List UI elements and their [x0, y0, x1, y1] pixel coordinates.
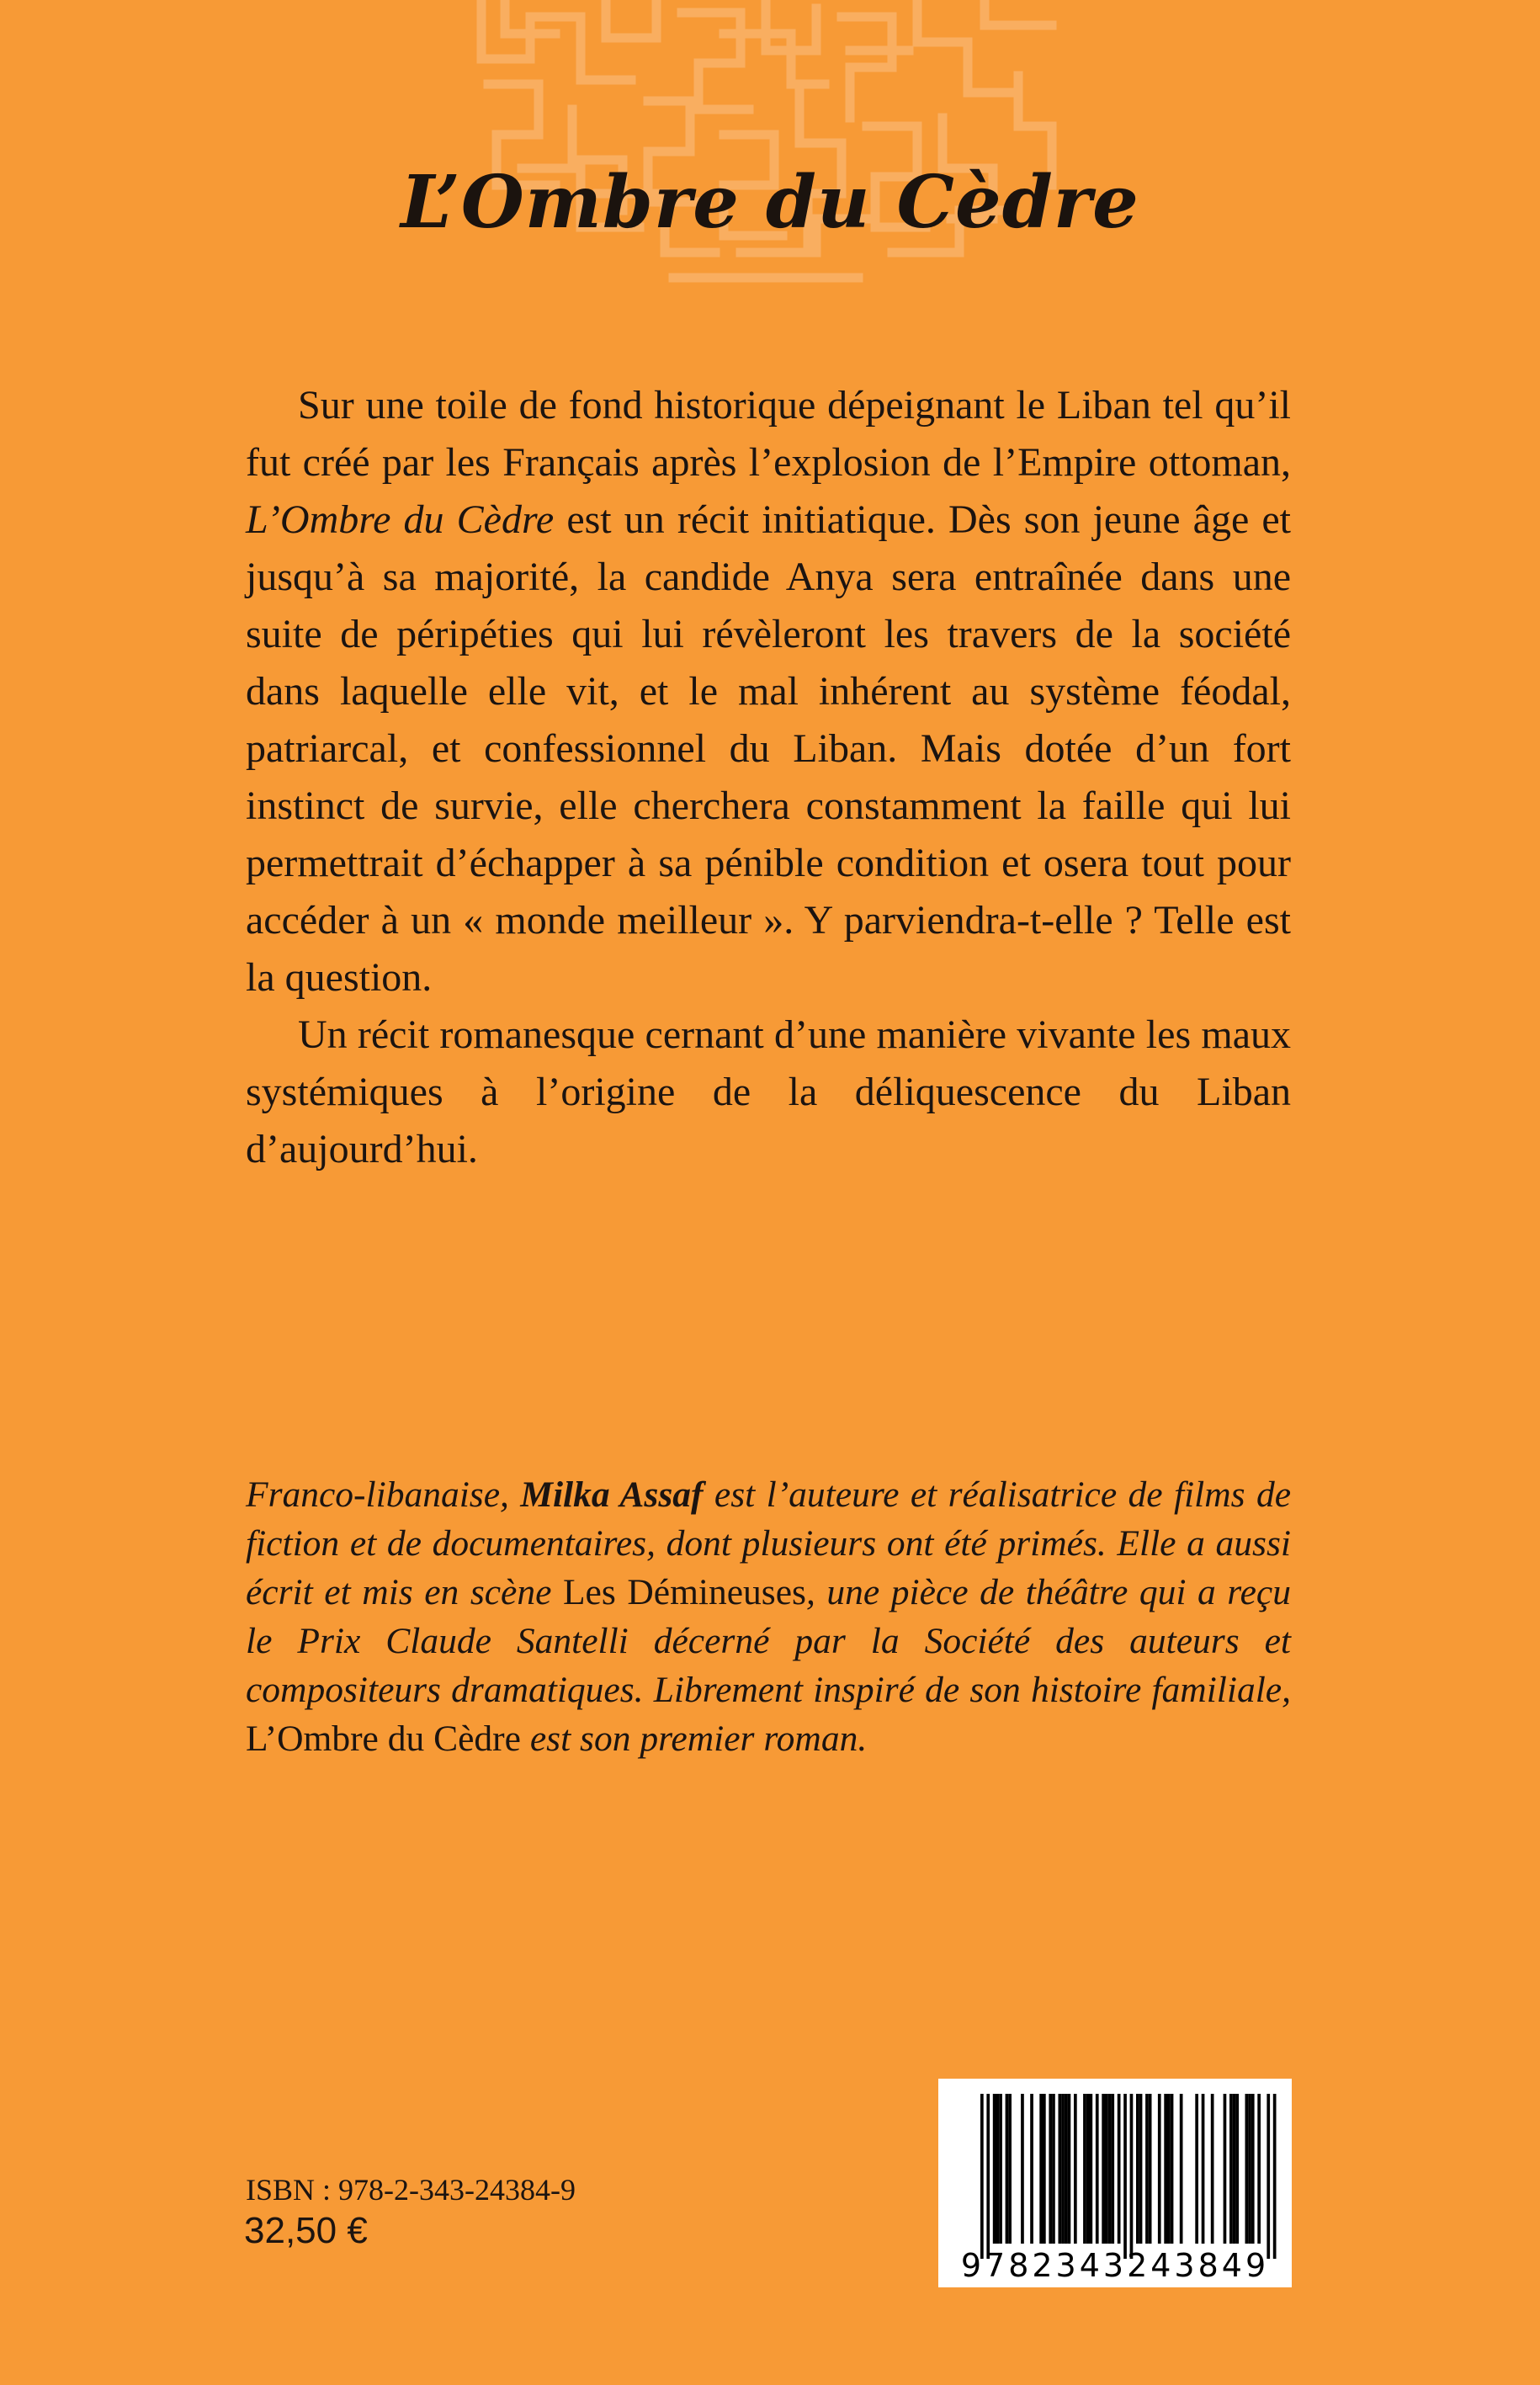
barcode-bar: [1052, 2094, 1055, 2244]
barcode-bar: [1102, 2094, 1105, 2244]
barcode-bar: [1108, 2094, 1112, 2244]
barcode-bar: [1171, 2094, 1174, 2244]
barcode-bar: [1061, 2094, 1065, 2244]
barcode-bar: [993, 2094, 996, 2244]
barcode-number: 9782343243849: [960, 2247, 1270, 2284]
barcode-bar: [1245, 2094, 1249, 2244]
author-name: Milka Assaf: [520, 1474, 704, 1515]
barcode-bar: [1059, 2094, 1062, 2244]
barcode-bar: [1257, 2094, 1261, 2244]
barcode-bar: [1233, 2094, 1236, 2244]
barcode-bar: [1211, 2094, 1214, 2244]
barcode-bar: [1149, 2094, 1152, 2244]
barcode-bar: [980, 2094, 984, 2259]
barcode-bar: [1096, 2094, 1099, 2244]
barcode-bar: [986, 2094, 990, 2259]
barcode-bar: [1083, 2094, 1086, 2244]
barcode-bar: [1021, 2094, 1024, 2244]
barcode-bar: [1251, 2094, 1255, 2244]
barcode-bar: [1235, 2094, 1239, 2244]
barcode-bar: [1074, 2094, 1077, 2244]
author-bio: Franco-libanaise, Milka Assaf est l’auteure et réalisatrice de films de fiction et de documentaires, dont plusieurs ont été primés. Elle a aussi écrit et mis en scène Les Démineuses, une pièce de théâtre qui a reçu le Prix Claude Santelli décerné par la Société des auteurs et compositeurs dramatiques. Librement inspiré de son histoire familiale, L’Ombre du Cèdre est son premier roman.: [246, 1474, 1291, 1759]
barcode-bar: [1008, 2094, 1012, 2244]
barcode-bar: [1136, 2094, 1139, 2244]
barcode-bar: [1043, 2094, 1046, 2244]
blurb-title-italic: L’Ombre du Cèdre: [246, 497, 555, 542]
barcode-bar: [999, 2094, 1002, 2244]
book-title: L’Ombre du Cèdre: [401, 160, 1139, 245]
back-cover-blurb: [246, 377, 1291, 1178]
barcode-bar: [1123, 2094, 1127, 2259]
barcode-bar: [1068, 2094, 1071, 2244]
barcode-bar: [1139, 2094, 1143, 2244]
barcode-bar: [1039, 2094, 1043, 2244]
barcode-bar: [1273, 2094, 1277, 2259]
barcode-bar: [1065, 2094, 1068, 2244]
work-title-2: L’Ombre du Cèdre: [246, 1718, 521, 1759]
work-title-1: Les Démineuses: [562, 1572, 806, 1612]
blurb-paragraph-1: Sur une toile de fond historique dépeignant le Liban tel qu’il fut créé par les Français après l’explosion de l’Empire ottoman, L’Ombre du Cèdre est un récit initiatique. Dès son jeune âge et jusqu’à sa majorité, la candide Anya sera entraînée dans une suite de péripéties qui lui révèleront les travers de la société dans laquelle elle vit, et le mal inhérent au système féodal, patriarcal, et confessionnel du Liban. Mais dotée d’un fort instinct de survie, elle cherchera constamment la faille qui lui permettrait d’échapper à sa pénible condition et osera tout pour accéder à un « monde meilleur ». Y parviendra-t-elle ? Telle est la question.: [246, 383, 1292, 1000]
barcode-bar: [1111, 2094, 1114, 2244]
barcode-bar: [1248, 2094, 1251, 2244]
barcode-bar: [1195, 2094, 1198, 2244]
barcode-bar: [1130, 2094, 1134, 2259]
barcode-bar: [1030, 2094, 1033, 2244]
barcode-bar: [1090, 2094, 1093, 2244]
price-label: 32,50 €: [244, 2210, 368, 2251]
barcode-bar: [996, 2094, 1000, 2244]
barcode-bar: [1086, 2094, 1090, 2244]
barcode-bar: [1202, 2094, 1205, 2244]
barcode-bar: [1267, 2094, 1270, 2259]
barcode-graphic: [938, 2079, 1292, 2287]
barcode: [938, 2079, 1292, 2287]
barcode-bar: [1180, 2094, 1183, 2244]
barcode-bar: [1164, 2094, 1167, 2244]
barcode-bar: [1105, 2094, 1108, 2244]
barcode-bar: [1145, 2094, 1149, 2244]
isbn-label: ISBN : 978-2-343-24384-9: [246, 2173, 576, 2207]
barcode-bar: [1224, 2094, 1227, 2244]
barcode-bar: [1167, 2094, 1171, 2244]
blurb-paragraph-2: Un récit romanesque cernant d’une manière vivante les maux systémiques à l’origine de la déliquescence du Liban d’aujourd’hui.: [246, 1012, 1291, 1171]
barcode-bar: [1049, 2094, 1052, 2244]
barcode-bar: [1229, 2094, 1233, 2244]
barcode-bar: [1118, 2094, 1121, 2244]
barcode-bar: [1006, 2094, 1009, 2244]
barcode-bar: [1158, 2094, 1161, 2244]
